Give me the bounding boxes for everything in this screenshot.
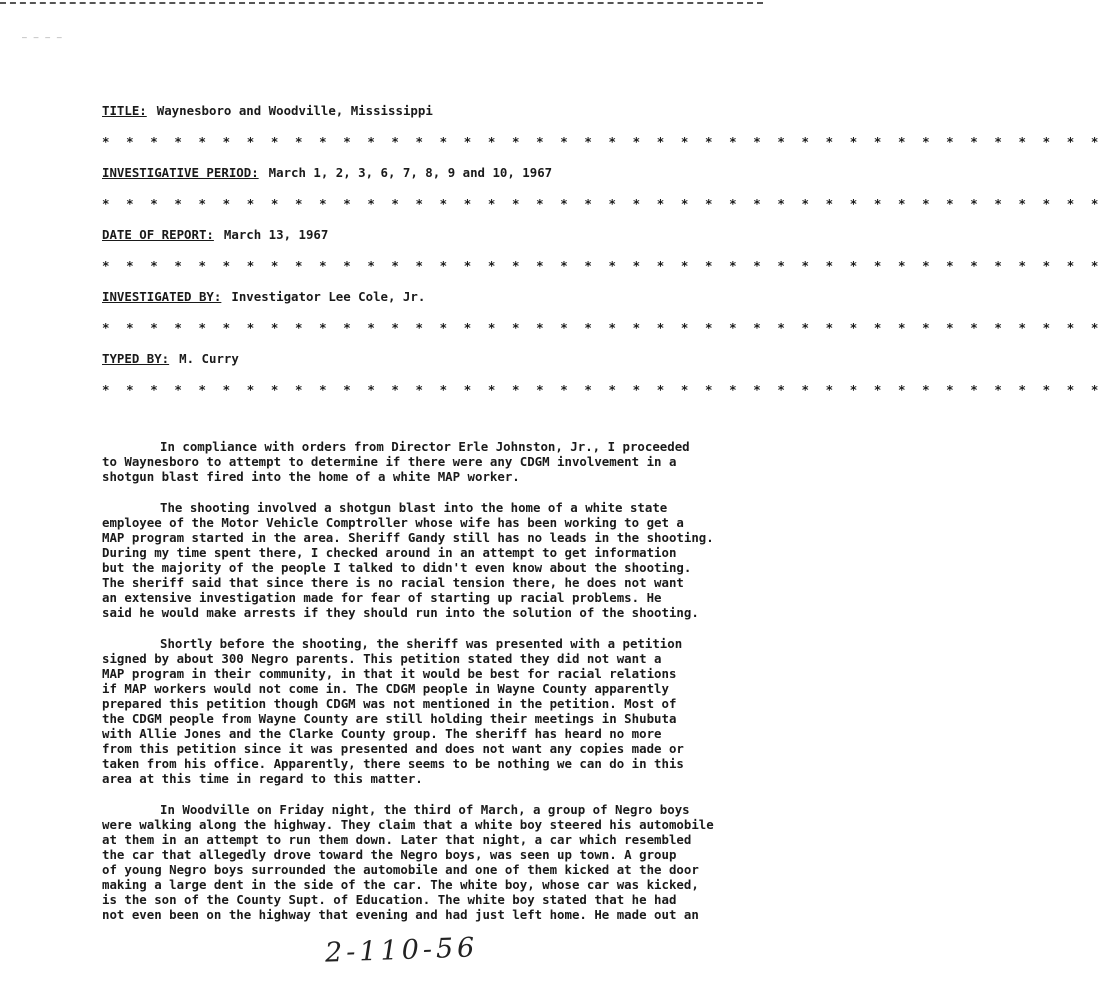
report-body <box>102 439 722 938</box>
separator-1: * * * * * * * * * * * * * * * * * * * * * * * * * * * * * * * * * * * * * * * * * * <box>102 134 1103 149</box>
paragraph-line: shotgun blast fired into the home of a white MAP worker. <box>102 469 520 484</box>
corner-mark: — — — — <box>22 33 63 42</box>
typed-label: TYPED BY: <box>102 351 170 366</box>
paragraph-line: an extensive investigation made for fear of starting up racial problems. He <box>102 590 662 605</box>
paragraph-line: were walking along the highway. They claim that a white boy steered his automobile <box>102 817 714 832</box>
paragraph-line: During my time spent there, I checked around in an attempt to get information <box>102 545 677 560</box>
separator-4: * * * * * * * * * * * * * * * * * * * * * * * * * * * * * * * * * * * * * * * * * * <box>102 320 1103 335</box>
date-value: March 13, 1967 <box>223 227 329 242</box>
investigator-label: INVESTIGATED BY: <box>102 289 222 304</box>
title-value: Waynesboro and Woodville, Mississippi <box>156 103 433 118</box>
typed-value: M. Curry <box>179 351 239 366</box>
handwritten-file-number: 2-110-56 <box>324 932 479 969</box>
paragraph-line: with Allie Jones and the Clarke County group. The sheriff has heard no more <box>102 726 662 741</box>
period-value: March 1, 2, 3, 6, 7, 8, 9 and 10, 1967 <box>268 165 553 180</box>
paragraph-line: the car that allegedly drove toward the Negro boys, was seen up town. A group <box>102 847 677 862</box>
period-label: INVESTIGATIVE PERIOD: <box>102 165 259 180</box>
paragraph-line: the CDGM people from Wayne County are still holding their meetings in Shubuta <box>102 711 677 726</box>
paragraph-line: making a large dent in the side of the car. The white boy, whose car was kicked, <box>102 877 699 892</box>
separator-5: * * * * * * * * * * * * * * * * * * * * * * * * * * * * * * * * * * * * * * * * * * <box>102 382 1103 397</box>
title-label: TITLE: <box>102 103 147 118</box>
investigator-value: Investigator Lee Cole, Jr. <box>231 289 426 304</box>
separator-2: * * * * * * * * * * * * * * * * * * * * * * * * * * * * * * * * * * * * * * * * * * <box>102 196 1103 211</box>
paragraph-line: of young Negro boys surrounded the automobile and one of them kicked at the door <box>102 862 699 877</box>
paragraph-4 <box>102 802 722 922</box>
paragraph-line: In Woodville on Friday night, the third of March, a group of Negro boys <box>160 802 690 817</box>
paragraph-line: MAP program in their community, in that it would be best for racial relations <box>102 666 677 681</box>
paragraph-line: to Waynesboro to attempt to determine if there were any CDGM involvement in a <box>102 454 677 469</box>
separator-3: * * * * * * * * * * * * * * * * * * * * * * * * * * * * * * * * * * * * * * * * * * <box>102 258 1103 273</box>
paragraph-line: employee of the Motor Vehicle Comptroller whose wife has been working to get a <box>102 515 684 530</box>
paragraph-line: MAP program started in the area. Sheriff Gandy still has no leads in the shooting. <box>102 530 714 545</box>
paragraph-line: The shooting involved a shotgun blast into the home of a white state <box>160 500 668 515</box>
period-line <box>102 165 702 180</box>
paragraph-line: but the majority of the people I talked to didn't even know about the shooting. <box>102 560 692 575</box>
date-label: DATE OF REPORT: <box>102 227 214 242</box>
paragraph-line: said he would make arrests if they should run into the solution of the shooting. <box>102 605 699 620</box>
typed-line <box>102 351 702 366</box>
paragraph-line: area at this time in regard to this matter. <box>102 771 423 786</box>
paragraph-3 <box>102 636 722 786</box>
page-top-border <box>0 2 763 4</box>
paragraph-line: In compliance with orders from Director Erle Johnston, Jr., I proceeded <box>160 439 690 454</box>
paragraph-line: signed by about 300 Negro parents. This petition stated they did not want a <box>102 651 662 666</box>
title-line <box>102 103 702 118</box>
paragraph-line: at them in an attempt to run them down. Later that night, a car which resembled <box>102 832 692 847</box>
paragraph-line: prepared this petition though CDGM was not mentioned in the petition. Most of <box>102 696 677 711</box>
paragraph-line: if MAP workers would not come in. The CDGM people in Wayne County apparently <box>102 681 669 696</box>
paragraph-line: Shortly before the shooting, the sheriff was presented with a petition <box>160 636 683 651</box>
date-line <box>102 227 702 242</box>
paragraph-line: from this petition since it was presented and does not want any copies made or <box>102 741 684 756</box>
paragraph-line: taken from his office. Apparently, there seems to be nothing we can do in this <box>102 756 684 771</box>
paragraph-line: The sheriff said that since there is no racial tension there, he does not want <box>102 575 684 590</box>
paragraph-1 <box>102 439 722 484</box>
report-header <box>102 103 1103 413</box>
paragraph-2 <box>102 500 722 620</box>
investigator-line <box>102 289 702 304</box>
paragraph-line: not even been on the highway that evening and had just left home. He made out an <box>102 907 699 922</box>
paragraph-line: is the son of the County Supt. of Education. The white boy stated that he had <box>102 892 677 907</box>
